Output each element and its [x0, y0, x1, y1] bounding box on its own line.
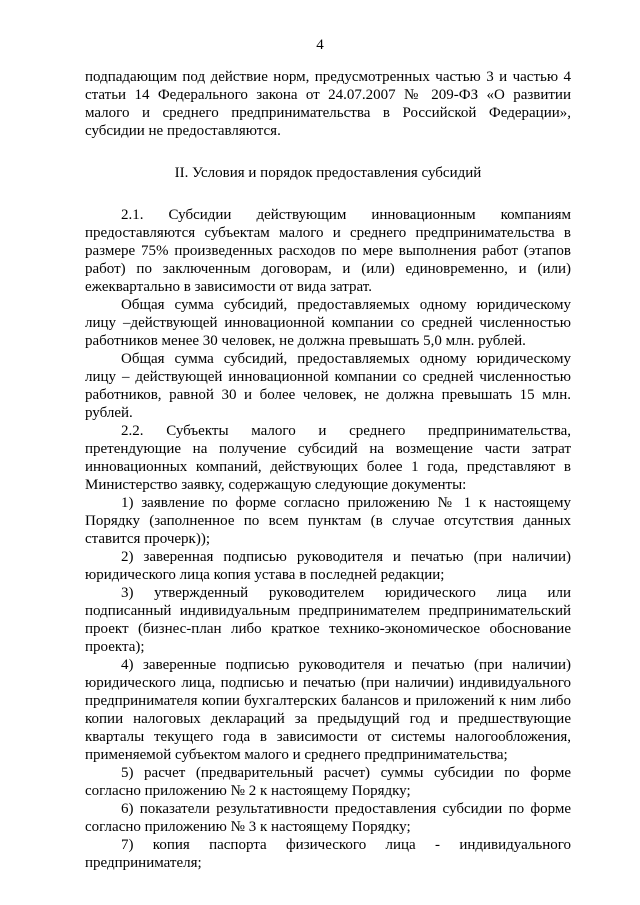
list-item-4: 4) заверенные подписью руководителя и печатью (при наличии) юридического лица, подписью и печатью (при наличии) индивидуального предпринимателя копии бухгалтерских балансов и приложений к ним либо копии налоговых деклараций за предыдущий год и предшествующие кварталы текущего года в зависимости от системы налогообложения, применяемой субъектом малого и среднего предпринимательства;	[85, 657, 571, 763]
list-item-1: 1) заявление по форме согласно приложению № 1 к настоящему Порядку (заполненное по всем пунктам (в случае отсутствия данных ставится прочерк));	[85, 495, 571, 547]
paragraph-2-2: 2.2. Субъекты малого и среднего предпринимательства, претендующие на получение субсидий на возмещение части затрат инновационных компаний, действующих более 1 года, представляют в Министерство заявку, содержащую следующие документы:	[85, 423, 571, 493]
list-item-2: 2) заверенная подписью руководителя и печатью (при наличии) юридического лица копия устава в последней редакции;	[85, 549, 571, 583]
list-item-7: 7) копия паспорта физического лица - индивидуального предпринимателя;	[85, 837, 571, 871]
paragraph-total-sum-large: Общая сумма субсидий, предоставляемых одному юридическому лицу – действующей инновационной компании со средней численностью работников, равной 30 и более человек, не должна превышать 15 млн. рублей.	[85, 351, 571, 421]
list-item-5: 5) расчет (предварительный расчет) суммы субсидии по форме согласно приложению № 2 к настоящему Порядку;	[85, 765, 571, 799]
paragraph-total-sum-small: Общая сумма субсидий, предоставляемых одному юридическому лицу –действующей инновационной компании со средней численностью работников менее 30 человек, не должна превышать 5,0 млн. рублей.	[85, 297, 571, 349]
section-heading: II. Условия и порядок предоставления субсидий	[174, 165, 482, 181]
document-body	[85, 68, 571, 872]
paragraph-continuation: подпадающим под действие норм, предусмотренных частью 3 и частью 4 статьи 14 Федерального закона от 24.07.2007 № 209-ФЗ «О развитии малого и среднего предпринимательства в Российской Федерации», субсидии не предоставляются.	[85, 69, 571, 139]
list-item-3: 3) утвержденный руководителем юридического лица или подписанный индивидуальным предпринимателем предпринимательский проект (бизнес-план либо краткое технико-экономическое обоснование проекта);	[85, 585, 571, 655]
paragraph-2-1: 2.1. Субсидии действующим инновационным компаниям предоставляются субъектам малого и среднего предпринимательства в размере 75% произведенных расходов по мере выполнения работ (этапов работ) по заключенным договорам, и (или) единовременно, и (или) ежеквартально в зависимости от вида затрат.	[85, 207, 571, 295]
list-item-6: 6) показатели результативности предоставления субсидии по форме согласно приложению № 3 к настоящему Порядку;	[85, 801, 571, 835]
page-number: 4	[316, 37, 324, 53]
